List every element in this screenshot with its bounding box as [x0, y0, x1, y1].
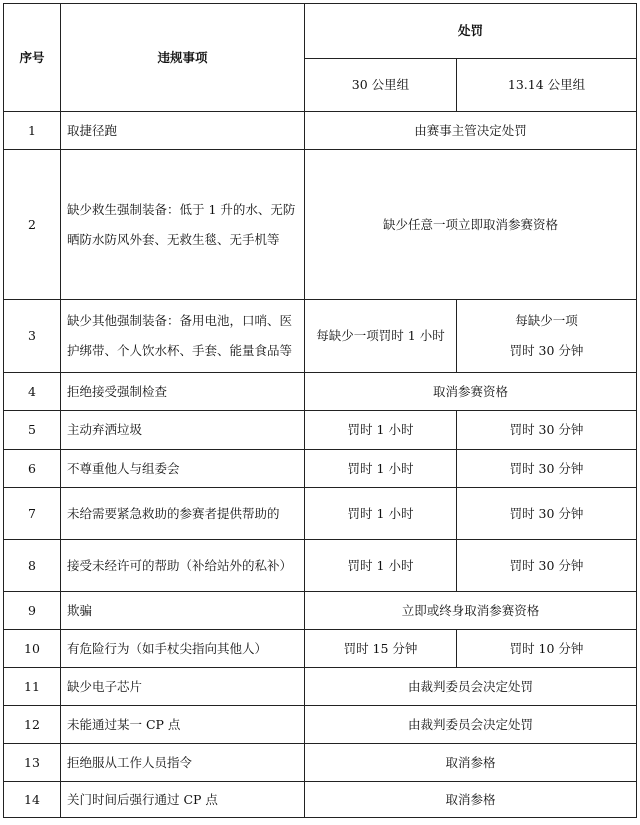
row-violation: 未能通过某一 CP 点 [61, 706, 305, 744]
row-penalty-30km: 罚时 1 小时 [305, 540, 457, 592]
row-penalty: 由赛事主管决定处罚 [305, 112, 637, 150]
penalty-line-2: 罚时 30 分钟 [509, 343, 584, 358]
row-violation: 取捷径跑 [61, 112, 305, 150]
table-row [4, 300, 637, 373]
row-index: 7 [4, 488, 61, 540]
header-group-13km: 13.14 公里组 [457, 59, 637, 112]
row-violation: 主动弃洒垃圾 [61, 411, 305, 450]
row-violation: 未给需要紧急救助的参赛者提供帮助的 [61, 488, 305, 540]
row-penalty: 取消参赛资格 [305, 373, 637, 411]
row-penalty: 由裁判委员会决定处罚 [305, 706, 637, 744]
table-row [4, 630, 637, 668]
row-violation: 接受未经许可的帮助（补给站外的私补） [61, 540, 305, 592]
row-violation: 拒绝接受强制检查 [61, 373, 305, 411]
row-penalty-13km [457, 300, 637, 373]
row-penalty-13km: 罚时 30 分钟 [457, 540, 637, 592]
row-penalty-13km: 罚时 30 分钟 [457, 450, 637, 488]
table-row [4, 150, 637, 300]
row-penalty-30km: 罚时 1 小时 [305, 411, 457, 450]
row-violation: 不尊重他人与组委会 [61, 450, 305, 488]
row-violation: 缺少其他强制装备：备用电池，口哨、医护绑带、个人饮水杯、手套、能量食品等 [61, 300, 305, 373]
row-penalty-30km: 每缺少一项罚时 1 小时 [305, 300, 457, 373]
header-penalty: 处罚 [305, 4, 637, 59]
table-row [4, 411, 637, 450]
row-penalty-13km: 罚时 30 分钟 [457, 411, 637, 450]
row-penalty: 由裁判委员会决定处罚 [305, 668, 637, 706]
table-row [4, 540, 637, 592]
penalty-table [3, 3, 637, 818]
table-row [4, 373, 637, 411]
row-penalty-30km: 罚时 1 小时 [305, 450, 457, 488]
row-index: 1 [4, 112, 61, 150]
table-row [4, 744, 637, 782]
row-index: 11 [4, 668, 61, 706]
row-violation: 有危险行为（如手杖尖指向其他人） [61, 630, 305, 668]
row-index: 14 [4, 782, 61, 818]
row-index: 5 [4, 411, 61, 450]
header-violation: 违规事项 [61, 4, 305, 112]
row-penalty: 取消参格 [305, 744, 637, 782]
table-row [4, 782, 637, 818]
row-penalty-13km: 罚时 10 分钟 [457, 630, 637, 668]
row-index: 9 [4, 592, 61, 630]
table-row [4, 488, 637, 540]
row-index: 4 [4, 373, 61, 411]
row-penalty-30km: 罚时 1 小时 [305, 488, 457, 540]
table-row [4, 706, 637, 744]
header-group-30km: 30 公里组 [305, 59, 457, 112]
row-penalty: 取消参格 [305, 782, 637, 818]
row-violation: 关门时间后强行通过 CP 点 [61, 782, 305, 818]
table-row [4, 450, 637, 488]
row-violation: 缺少救生强制装备：低于 1 升的水、无防晒防水防风外套、无救生毯、无手机等 [61, 150, 305, 300]
row-index: 6 [4, 450, 61, 488]
table-row [4, 592, 637, 630]
row-index: 2 [4, 150, 61, 300]
row-violation: 拒绝服从工作人员指令 [61, 744, 305, 782]
penalty-line-1: 每缺少一项 [515, 313, 578, 328]
row-index: 10 [4, 630, 61, 668]
row-penalty-30km: 罚时 15 分钟 [305, 630, 457, 668]
row-violation: 缺少电子芯片 [61, 668, 305, 706]
row-index: 13 [4, 744, 61, 782]
table-row [4, 668, 637, 706]
row-penalty-13km: 罚时 30 分钟 [457, 488, 637, 540]
table-row [4, 112, 637, 150]
row-index: 3 [4, 300, 61, 373]
row-penalty: 缺少任意一项立即取消参赛资格 [305, 150, 637, 300]
row-index: 8 [4, 540, 61, 592]
header-index: 序号 [4, 4, 61, 112]
row-penalty: 立即或终身取消参赛资格 [305, 592, 637, 630]
row-violation: 欺骗 [61, 592, 305, 630]
row-index: 12 [4, 706, 61, 744]
